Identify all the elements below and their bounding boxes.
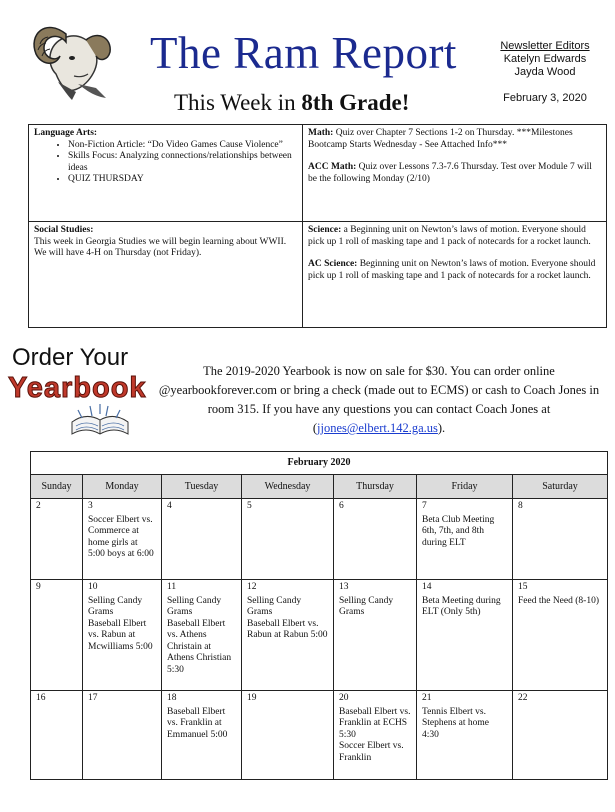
calendar-day-cell <box>83 580 162 691</box>
calendar-day-cell <box>162 499 242 580</box>
order-your-text: Order Your <box>12 344 129 371</box>
calendar-day-cell <box>242 580 334 691</box>
calendar-event: Tennis Elbert vs. Stephens at home 4:30 <box>422 706 490 740</box>
day-number: 15 <box>518 582 528 592</box>
day-number: 2 <box>36 501 41 511</box>
calendar-day-cell <box>513 499 608 580</box>
calendar-event: Soccer Elbert vs. Commerce at home girls at 5:00 boys at 6:00 <box>88 514 154 559</box>
calendar-day-cell <box>162 691 242 780</box>
yearbook-info <box>150 362 608 438</box>
day-number: 14 <box>422 582 432 592</box>
ram-mascot-icon <box>26 4 122 100</box>
calendar-day-cell <box>242 691 334 780</box>
day-number: 19 <box>247 693 257 703</box>
coach-email-link[interactable]: jjones@elbert.142.ga.us <box>317 421 438 435</box>
day-number: 11 <box>167 582 177 592</box>
social-studies-text: This week in Georgia Studies we will begin learning about WWII. We will have 4-H on Thursday (not Friday). <box>34 236 287 258</box>
calendar-week <box>31 691 608 780</box>
calendar-week <box>31 580 608 691</box>
day-number: 22 <box>518 693 528 703</box>
calendar-event: Beta Club Meeting 6th, 7th, and 8th during ELT <box>422 514 495 548</box>
calendar-event: Baseball Elbert vs. Franklin at Emmanuel 5:00 <box>167 706 228 740</box>
social-studies-cell <box>29 222 303 328</box>
calendar-month: February 2020 <box>31 452 608 475</box>
week-grade: 8th Grade! <box>301 90 410 115</box>
day-number: 20 <box>339 693 349 703</box>
day-number: 8 <box>518 501 523 511</box>
day-number: 7 <box>422 501 427 511</box>
subjects-table <box>28 124 607 328</box>
day-number: 16 <box>36 693 46 703</box>
open-book-icon <box>68 404 132 440</box>
day-number: 9 <box>36 582 41 592</box>
yearbook-text: The 2019-2020 Yearbook is now on sale for $30. You can order online @yearbookforever.com or bring a check (made out to ECMS) or cash to Coach Jones in room 315. If you have any questions you can contact Coach Jones at ( <box>158 364 600 435</box>
calendar-day-cell <box>417 499 513 580</box>
calendar-event: Selling Candy Grams <box>247 595 302 617</box>
calendar-event: Soccer Elbert vs. Franklin <box>339 741 404 763</box>
day-header: Saturday <box>513 475 608 499</box>
february-calendar <box>30 451 608 780</box>
list-item: • Skills Focus: Analyzing connections/relationships between ideas <box>68 151 297 174</box>
day-number: 4 <box>167 501 172 511</box>
week-heading <box>174 90 409 116</box>
editors-heading: Newsletter Editors <box>500 40 590 52</box>
day-number: 17 <box>88 693 98 703</box>
calendar-event: Selling Candy Grams <box>339 595 394 617</box>
day-header: Sunday <box>31 475 83 499</box>
calendar-day-cell <box>83 691 162 780</box>
calendar-day-cell <box>162 580 242 691</box>
calendar-event: Baseball Elbert vs. Franklin at ECHS 5:30 <box>339 706 411 740</box>
day-header: Monday <box>83 475 162 499</box>
list-item: • QUIZ THURSDAY <box>68 174 297 186</box>
social-studies-title: Social Studies: <box>34 225 94 235</box>
newsletter-date: February 3, 2020 <box>503 92 587 104</box>
day-header: Friday <box>417 475 513 499</box>
calendar-event: Selling Candy Grams <box>88 595 143 617</box>
day-number: 6 <box>339 501 344 511</box>
ac-science-title: AC Science: <box>308 259 358 269</box>
day-header: Wednesday <box>242 475 334 499</box>
list-item: • Non-Fiction Article: “Do Video Games Cause Violence” <box>68 140 297 152</box>
calendar-event: Baseball Elbert vs. Rabun at Rabun 5:00 <box>247 618 328 640</box>
calendar-day-cell <box>334 580 417 691</box>
calendar-day-cell <box>334 691 417 780</box>
day-header: Tuesday <box>162 475 242 499</box>
yearbook-text-end: ). <box>437 421 446 435</box>
calendar-day-cell <box>417 580 513 691</box>
science-title: Science: <box>308 225 342 235</box>
day-number: 21 <box>422 693 432 703</box>
acc-math-text: Quiz over Lessons 7.3-7.6 Thursday. Test over Module 7 will be the following Monday (2/10) <box>308 162 592 184</box>
language-arts-list <box>34 140 297 186</box>
yearbook-logo-text: Yearbook <box>8 372 147 404</box>
ac-science-text: Beginning unit on Newton’s laws of motion. Everyone should pick up 1 roll of masking tape and 1 pack of notecards for a rocket launch. <box>308 259 596 281</box>
calendar-day-cell <box>31 580 83 691</box>
language-arts-cell <box>29 125 303 222</box>
language-arts-title: Language Arts: <box>34 128 98 138</box>
calendar-event: Baseball Elbert vs. Athens Christain at Athens Christian 5:30 <box>167 618 232 675</box>
calendar-event: Beta Meeting during <box>422 595 501 606</box>
acc-math-title: ACC Math: <box>308 162 357 172</box>
week-prefix: This Week in <box>174 90 302 115</box>
day-number: 12 <box>247 582 257 592</box>
calendar-day-cell <box>83 499 162 580</box>
calendar-day-cell <box>31 691 83 780</box>
day-number: 18 <box>167 693 177 703</box>
day-header: Thursday <box>334 475 417 499</box>
science-text: a Beginning unit on Newton’s laws of motion. Everyone should pick up 1 roll of masking tape and 1 pack of notecards for a rocket launch. <box>308 225 591 247</box>
newsletter-title: The Ram Report <box>150 28 457 78</box>
calendar-day-cell <box>417 691 513 780</box>
calendar-event: Selling Candy Grams <box>167 595 222 617</box>
calendar-event: ELT (Only 5th) <box>422 607 481 617</box>
calendar-day-cell <box>31 499 83 580</box>
editor-name: Katelyn Edwards <box>503 53 587 65</box>
calendar-week <box>31 499 608 580</box>
math-title: Math: <box>308 128 334 138</box>
calendar-event: Baseball Elbert vs. Rabun at Mcwilliams 5:00 <box>88 618 153 652</box>
editors-block <box>490 40 600 79</box>
math-text: Quiz over Chapter 7 Sections 1-2 on Thursday. ***Milestones Bootcamp Starts Wednesday - See Attached Info*** <box>308 128 573 150</box>
calendar-day-cell <box>513 580 608 691</box>
math-cell <box>303 125 607 222</box>
calendar-day-cell <box>334 499 417 580</box>
editor-name: Jayda Wood <box>514 66 576 78</box>
calendar-day-cell <box>513 691 608 780</box>
calendar-event: Feed the Need (8-10) <box>518 595 599 606</box>
science-cell <box>303 222 607 328</box>
day-number: 13 <box>339 582 349 592</box>
calendar-day-cell <box>242 499 334 580</box>
day-number: 5 <box>247 501 252 511</box>
day-number: 3 <box>88 501 93 511</box>
day-number: 10 <box>88 582 98 592</box>
